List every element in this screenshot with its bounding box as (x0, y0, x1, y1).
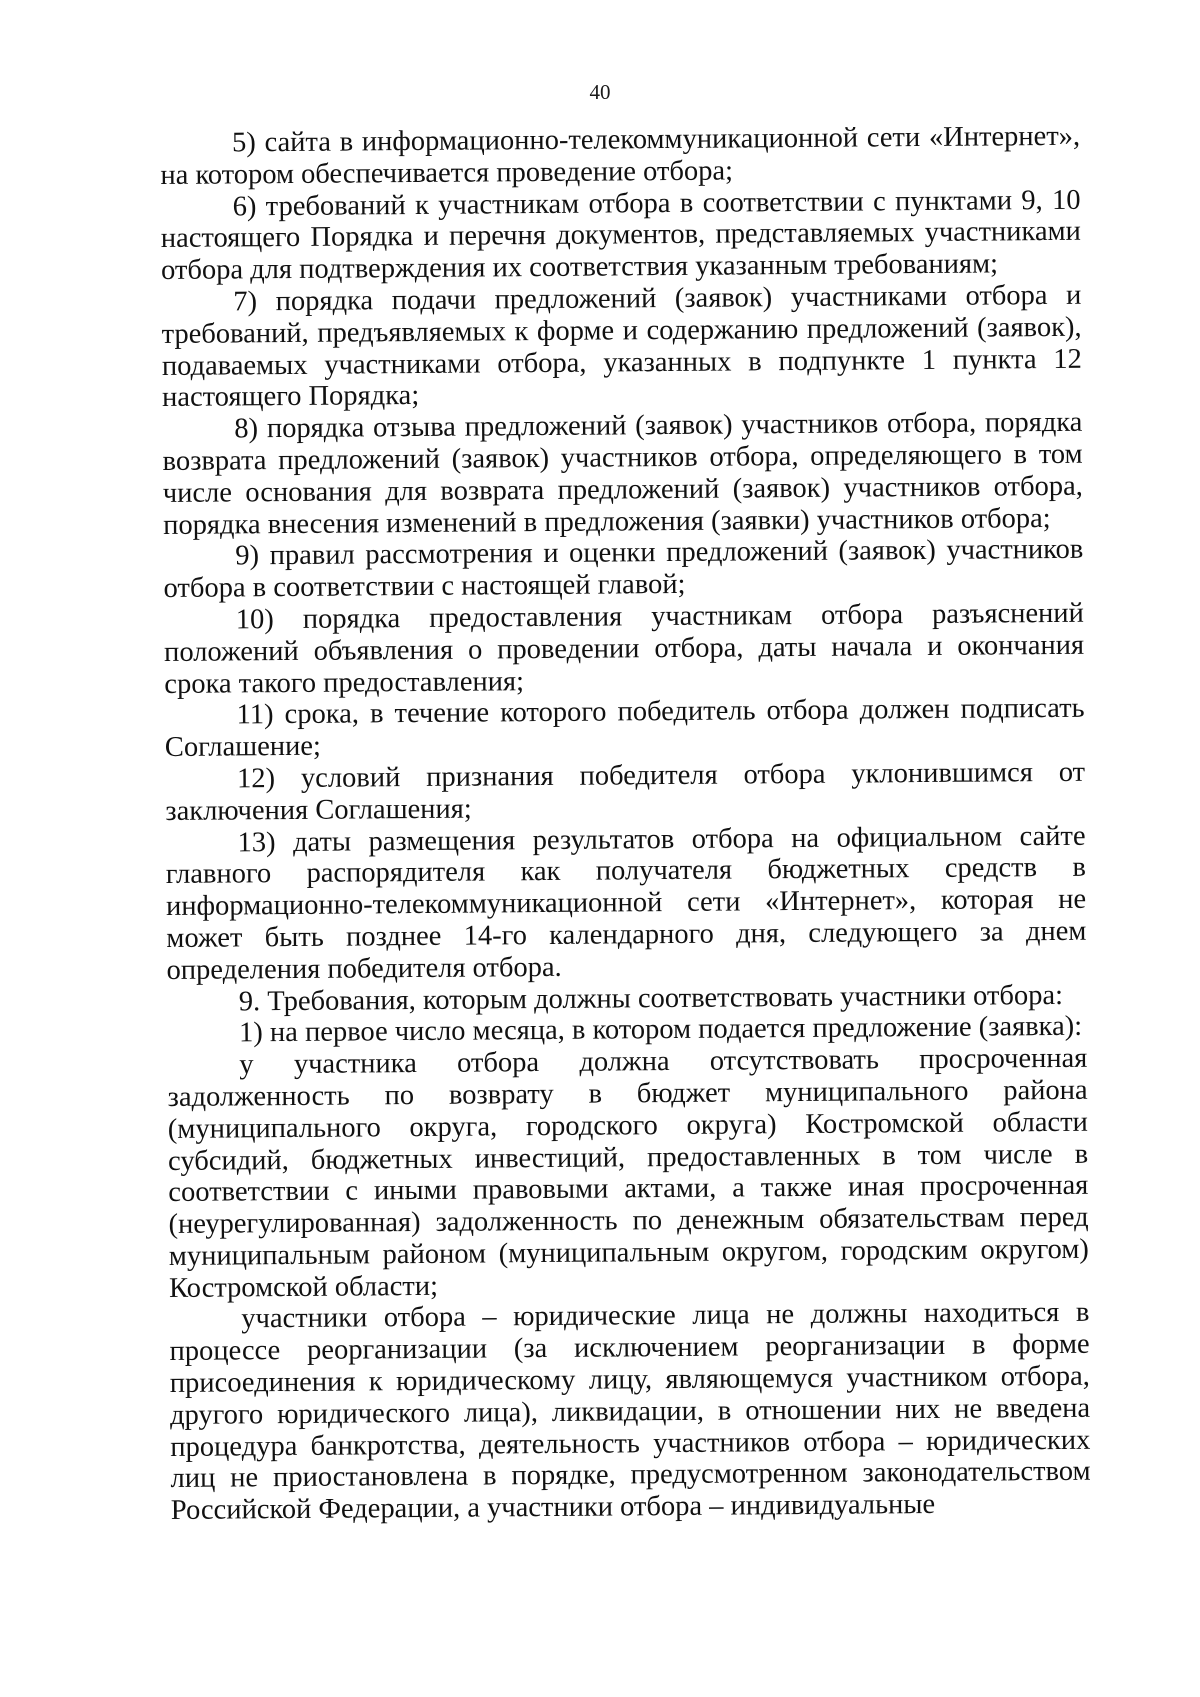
requirement-legal-entities: участники отбора – юридические лица не должны находиться в процессе реорганизации (за исключением реорганизации в форме присоединения к юридическому лицу, являющемуся участником отбора, другого юридического лица), ликвидации, в отношении них не введена процедура банкротства, деятельность участников отбора – юридических лиц не приостановлена в порядке, предусмотренном законодательством Российской Федерации, а участники отбора – индивидуальные (169, 1297, 1091, 1527)
document-body (160, 121, 1091, 1527)
requirement-1-intro: 1) на первое число месяца, в котором подается предложение (заявка): (238, 1011, 1083, 1049)
paragraph-item-6: 6) требований к участникам отбора в соответствии с пунктами 9, 10 настоящего Порядка и перечня документов, представляемых участниками отбора для подтверждения их соответствия указанным требованиям; (160, 184, 1081, 287)
paragraph-item-5: 5) сайта в информационно-телекоммуникационной сети «Интернет», на котором обеспечивается проведение отбора; (160, 120, 1081, 191)
requirement-debt: у участника отбора должна отсутствовать просроченная задолженность по возврату в бюджет муниципального района (муниципального округа, городского округа) Костромской области субсидий, бюджетных инвестиций, предоставленных в том числе в соответствии с иными правовыми актами, а также иная просроченная (неурегулированная) задолженность по денежным обязательствам перед муниципальным районом (муниципальным округом, городским округом) Костромской области; (167, 1042, 1089, 1304)
paragraph-item-10: 10) порядка предоставления участникам отбора разъяснений положений объявления о проведении отбора, даты начала и окончания срока такого предоставления; (163, 597, 1085, 700)
paragraph-item-13: 13) даты размещения результатов отбора на официальном сайте главного распорядителя как получателя бюджетных средств в информационно-телекоммуникационной сети «Интернет», которая не может быть позднее 14-го календарного дня, следующего за днем определения победителя отбора. (165, 820, 1087, 986)
paragraph-item-12: 12) условий признания победителя отбора уклонившимся от заключения Соглашения; (165, 756, 1086, 827)
page-number: 40 (589, 80, 611, 104)
paragraph-item-7: 7) порядка подачи предложений (заявок) участниками отбора и требований, предъявляемых к форме и содержанию предложений (заявок), подаваемых участниками отбора, указанных в подпункте 1 пункта 12 настоящего Порядка; (161, 279, 1082, 414)
paragraph-item-11: 11) срока, в течение которого победитель отбора должен подписать Соглашение; (164, 693, 1085, 764)
section-9-heading: 9. Требования, которым должны соответствовать участники отбора: (238, 979, 1064, 1017)
paragraph-item-9: 9) правил рассмотрения и оценки предложений (заявок) участников отбора в соответствии с настоящей главой; (163, 534, 1084, 605)
paragraph-item-8: 8) порядка отзыва предложений (заявок) участников отбора, порядка возврата предложений (заявок) участников отбора, определяющего в том числе основания для возврата предложений (заявок) участников отбора, порядка внесения изменений в предложения (заявки) участников отбора; (162, 406, 1083, 541)
